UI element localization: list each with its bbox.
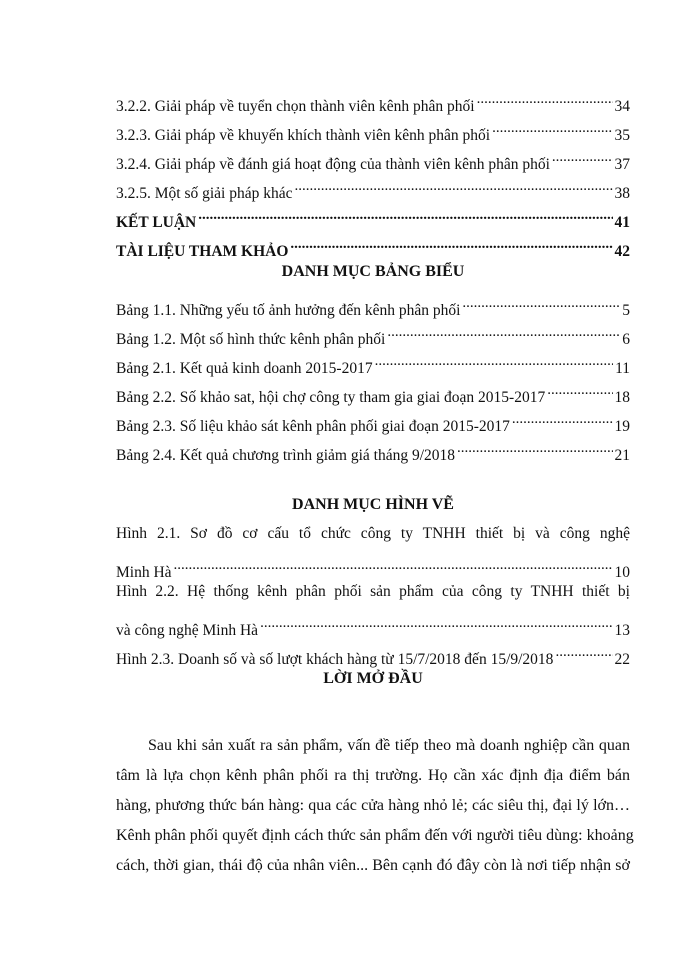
toc-entry-page: 41 [614, 214, 630, 231]
toc-entry-label: 3.2.5. Một số giải pháp khác [116, 185, 293, 202]
tables-list-title: DANH MỤC BẢNG BIỂU [281, 263, 465, 280]
dot-leader [295, 170, 613, 198]
toc-entry-label: 3.2.4. Giải pháp về đánh giá hoạt động của thành viên kênh phân phối [116, 156, 550, 173]
table-entry-1-1[interactable] [116, 287, 630, 319]
dot-leader [477, 83, 613, 111]
dot-leader [552, 141, 613, 169]
toc-entry-page: 21 [614, 447, 630, 464]
dot-leader [512, 403, 613, 431]
toc-entry-label: Bảng 2.4. Kết quả chương trình giảm giá tháng 9/2018 [116, 447, 456, 464]
toc-entry-label: 3.2.3. Giải pháp về khuyến khích thành viên kênh phân phối [116, 127, 491, 144]
dot-leader [462, 287, 620, 315]
paragraph-line: cách, thời gian, thái độ của nhân viên... Bên cạnh đó đây còn là nơi tiếp nhận sở [116, 857, 630, 874]
toc-entry-3-2-3[interactable] [116, 112, 630, 144]
table-entry-2-2[interactable] [116, 374, 630, 406]
toc-entry-page: 10 [614, 564, 630, 581]
toc-entry-label: Bảng 2.3. Số liệu khảo sát kênh phân phối giai đoạn 2015-2017 [116, 418, 510, 435]
toc-entry-label: Bảng 2.2. Số khảo sat, hội chợ công ty tham gia giai đoạn 2015-2017 [116, 389, 546, 406]
intro-paragraph [116, 731, 634, 881]
toc-entry-label: Bảng 1.2. Một số hình thức kênh phân phối [116, 331, 386, 348]
figure-entry-2-1[interactable] [116, 549, 630, 581]
intro-title: LỜI MỞ ĐẦU [323, 670, 423, 687]
toc-entry-page: 42 [614, 243, 630, 260]
table-entry-1-2[interactable] [116, 316, 630, 348]
paragraph-line: hàng, phương thức bán hàng: qua các cửa hàng nhỏ lẻ; các siêu thị, đại lý lớn… [116, 797, 630, 814]
toc-entry-page: 34 [614, 98, 630, 115]
dot-leader [198, 199, 612, 227]
dot-leader [555, 636, 612, 664]
toc-entry-label: Bảng 1.1. Những yếu tố ảnh hưởng đến kênh phân phối [116, 302, 461, 319]
dot-leader [387, 316, 620, 344]
figures-list-title: DANH MỤC HÌNH VẼ [292, 496, 454, 513]
figure-entry-2-2[interactable] [116, 607, 630, 639]
dot-leader [174, 549, 613, 577]
toc-entry-label: KẾT LUẬN [116, 214, 197, 231]
dot-leader [260, 607, 612, 635]
toc-entry-references[interactable] [116, 228, 630, 260]
toc-entry-page: 22 [614, 651, 630, 668]
toc-entry-page: 38 [614, 185, 630, 202]
toc-entry-page: 35 [614, 127, 630, 144]
table-entry-2-4[interactable] [116, 432, 630, 464]
toc-entry-3-2-5[interactable] [116, 170, 630, 202]
toc-entry-page: 5 [622, 302, 630, 319]
paragraph-line: Sau khi sản xuất ra sản phẩm, vấn đề tiếp theo mà doanh nghiệp cần quan [148, 737, 630, 754]
toc-entry-page: 19 [614, 418, 630, 435]
paragraph-line: Kênh phân phối quyết định cách thức sản phẩm đến với người tiêu dùng: khoảng [116, 827, 634, 844]
toc-entry-conclusion[interactable] [116, 199, 630, 231]
toc-entry-3-2-4[interactable] [116, 141, 630, 173]
toc-entry-page: 13 [614, 622, 630, 639]
toc-entry-3-2-2[interactable] [116, 83, 630, 115]
dot-leader [457, 432, 612, 460]
toc-entry-page: 6 [622, 331, 630, 348]
dot-leader [375, 345, 613, 373]
table-entry-2-1[interactable] [116, 345, 630, 377]
paragraph-line: tâm là lựa chọn kênh phân phối ra thị trường. Họ cần xác định địa điểm bán [116, 767, 630, 784]
toc-entry-label: Hình 2.3. Doanh số và số lượt khách hàng từ 15/7/2018 đến 15/9/2018 [116, 651, 554, 668]
toc-entry-page: 37 [614, 156, 630, 173]
toc-entry-page: 11 [615, 360, 630, 377]
dot-leader [492, 112, 612, 140]
figure-entry-2-3[interactable] [116, 636, 630, 668]
toc-entry-page: 18 [614, 389, 630, 406]
table-entry-2-3[interactable] [116, 403, 630, 435]
toc-entry-label: Bảng 2.1. Kết quả kinh doanh 2015-2017 [116, 360, 373, 377]
figure-entry-2-2-line1[interactable]: Hình 2.2. Hệ thống kênh phân phối sản phẩm của công ty TNHH thiết bị [116, 583, 630, 600]
toc-entry-label: và công nghệ Minh Hà [116, 622, 259, 639]
toc-entry-label: 3.2.2. Giải pháp về tuyển chọn thành viên kênh phân phối [116, 98, 475, 115]
dot-leader [290, 228, 612, 256]
figure-entry-2-1-line1[interactable]: Hình 2.1. Sơ đồ cơ cấu tổ chức công ty TNHH thiết bị và công nghệ [116, 525, 630, 542]
toc-entry-label: TÀI LIỆU THAM KHẢO [116, 243, 289, 260]
toc-entry-label: Minh Hà [116, 564, 172, 581]
dot-leader [547, 374, 612, 402]
